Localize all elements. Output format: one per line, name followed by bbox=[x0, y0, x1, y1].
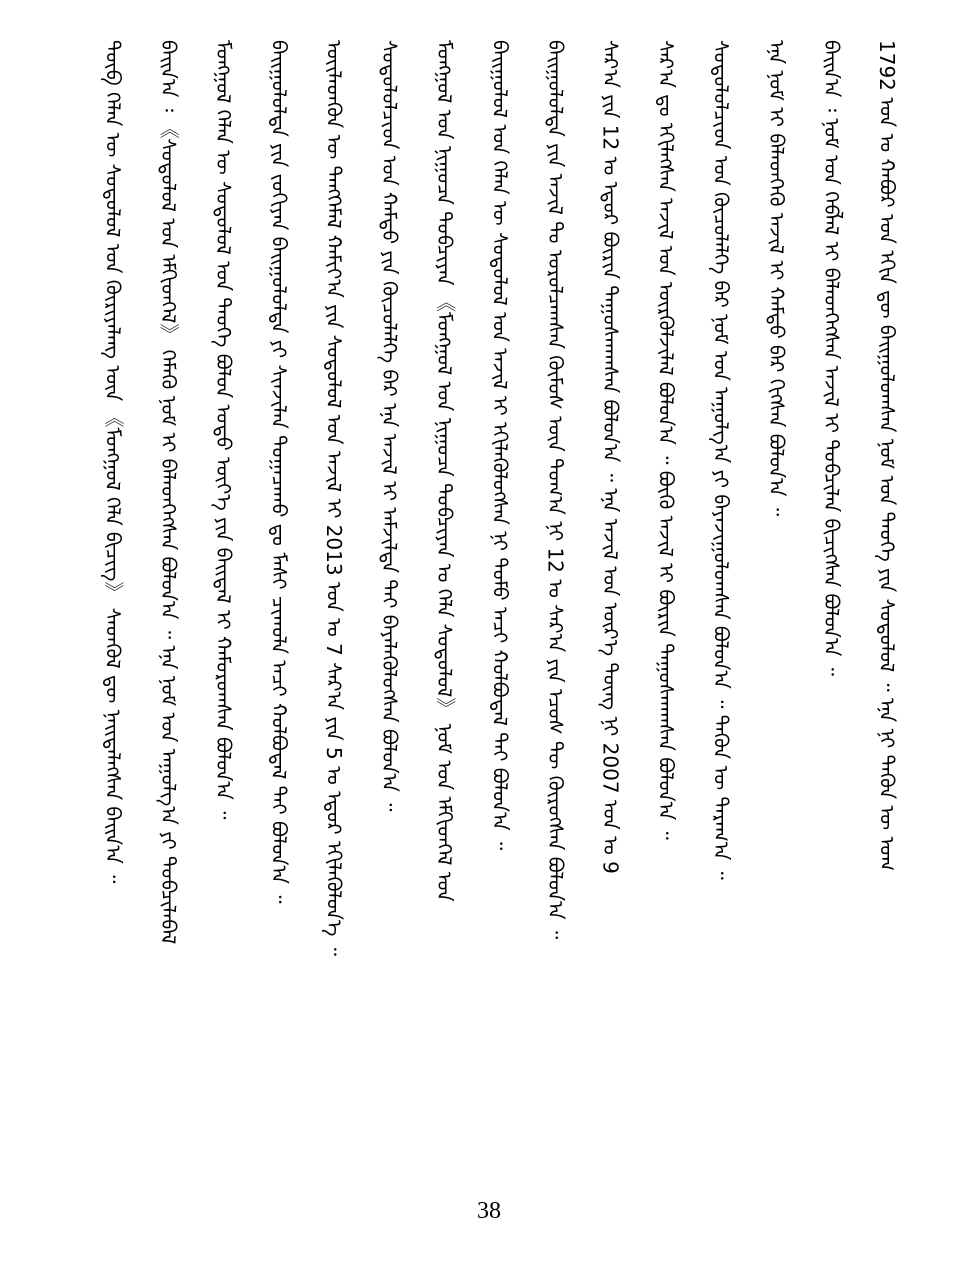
text-line-7: ᠮᠣᠩᠭᠤᠯ ᠤᠨ ᠨᠢᠭᠤᠴᠠ ᠲᠣᠪᠴᠢᠶᠠᠨ 《ᠮᠣᠩᠭᠤᠯ ᠤᠨ ᠨᠢᠭᠤᠴᠠ ᠲᠣᠪᠴᠢᠶᠠᠨ ᠤ ᠬᠡᠯᠡ ᠰᠤᠳᠤᠯᠤᠯ》 ᠨᠣᠮ ᠤᠨ ᠡᠮᠬᠢᠳᠬᠡᠯ ᠤᠨ bbox=[432, 40, 457, 902]
mongolian-text-block bbox=[100, 40, 900, 1180]
text-line-13: ᠡᠨᠡ ᠨᠣᠮ ᠢ ᠪᠡᠯᠡᠳᠬᠡᠬᠦ ᠠᠵᠢᠯ ᠢ ᠬᠠᠮᠲᠤ ᠪᠡᠷ ᠬᠢᠭᠰᠡᠨ ᠪᠣᠯᠤᠨ᠎ᠠ ᠃ bbox=[764, 40, 789, 517]
text-line-15: 1792 ᠣᠨ ᠤ ᠬᠠᠪᠤᠷ ᠤᠨ ᠡᠬᠢᠨ ᠳᠦ ᠪᠠᠢᠭᠤᠯᠤᠭᠰᠠᠨ ᠨᠣᠮ ᠤᠨ ᠲᠡᠦᠬᠡ ᠶᠢᠨ ᠰᠤᠳᠤᠯᠤᠯ ᠃ ᠡᠨᠡ ᠨᠢ ᠲᠡᠭᠦᠨ ᠦ ᠤᠭ bbox=[874, 40, 899, 872]
text-line-5: ᠦᠢᠯᠡᠳᠬᠦᠨ ᠦ ᠲᠡᠩᠭᠡᠮᠡᠯ ᠬᠠᠮᠢᠶ᠎ᠠ ᠶᠢᠨ ᠰᠤᠳᠤᠯᠤᠯ ᠤᠨ ᠠᠵᠢᠯ ᠢ 2013 ᠣᠨ ᠤ 7 ᠰᠠᠷ᠎ᠠ ᠶᠢᠨ 5 ᠤ ᠡᠳᠦᠷ ᠡᠬᠢᠯᠡᠭᠦᠯᠦᠨ᠎ᠡ ᠃ bbox=[322, 40, 347, 956]
text-line-9: ᠪᠠᠢᠭᠤᠯᠤᠯᠲᠠ ᠶᠢᠨ ᠠᠵᠢᠯ ᠲᠤ ᠣᠷᠣᠯᠴᠠᠭᠰᠠᠨ ᠬᠦᠮᠦᠰ ᠦᠨ ᠲᠣᠭ᠎ᠠ ᠨᠢ 12 ᠤ ᠰᠠᠷ᠎ᠠ ᠶᠢᠨ ᠡᠴᠦᠰ ᠲᠦ ᠬᠦᠷᠦᠭᠰᠡᠨ ᠪᠣᠯᠤᠨ᠎ᠠ ᠃ bbox=[543, 40, 568, 940]
text-line-14: ᠪᠠᠢᠨ᠎ᠠ ᠄ ᠨᠣᠮ ᠤᠨ ᠬᠡᠪᠯᠡᠯ ᠢ ᠪᠡᠯᠡᠳᠬᠡᠭᠰᠡᠨ ᠠᠵᠢᠯ ᠢ ᠲᠣᠪᠴᠢᠯᠠᠨ ᠪᠢᠴᠢᠭᠰᠡᠨ ᠪᠣᠯᠤᠨ᠎ᠠ ᠃ bbox=[819, 40, 844, 676]
text-line-12: ᠰᠤᠳᠤᠯᠤᠯᠴᠢᠳ ᠤᠨ ᠬᠦᠴᠦᠯᠡᠯᠭᠡ ᠪᠡᠷ ᠨᠣᠮ ᠤᠨ ᠠᠭᠤᠯᠭ᠎ᠠ ᠶᠢ ᠪᠠᠶᠠᠵᠢᠭᠤᠯᠤᠭᠰᠠᠨ ᠪᠣᠯᠤᠨ᠎ᠠ ᠃ ᠲᠡᠭᠦᠨ ᠦ ᠳᠠᠷᠠᠭ᠎ᠠ ᠃ bbox=[709, 40, 734, 880]
text-line-3: ᠮᠣᠩᠭᠤᠯ ᠬᠡᠯᠡᠨ ᠦ ᠰᠤᠳᠤᠯᠤᠯ ᠤᠨ ᠲᠡᠦᠬᠡ ᠪᠣᠯᠤᠨ ᠣᠳᠣ ᠦᠶ᠎ᠡ ᠶᠢᠨ ᠪᠠᠢᠳᠠᠯ ᠢ ᠬᠠᠮᠤᠷᠤᠭᠰᠠᠨ ᠪᠣᠯᠤᠨ᠎ᠠ ᠃ bbox=[211, 40, 236, 820]
text-line-2: ᠪᠠᠢᠨ᠎ᠠ ᠄ 《ᠰᠤᠳᠤᠯᠤᠯ ᠤᠨ ᠡᠮᠬᠢᠳᠬᠡᠯ》 ᠬᠡᠮᠡᠬᠦ ᠨᠣᠮ ᠢ ᠪᠡᠯᠡᠳᠬᠡᠭᠰᠡᠨ ᠪᠣᠯᠤᠨ᠎ᠠ ᠃ ᠡᠨᠡ ᠨᠣᠮ ᠤᠨ ᠠᠭᠤᠯᠭ᠎ᠠ ᠶᠢ ᠲᠣᠪᠴᠢᠯᠠᠪᠠᠯ bbox=[156, 40, 181, 945]
text-line-1: ᠲᠦᠪ ᠬᠡᠯᠡᠨ ᠦ ᠰᠤᠳᠤᠯᠤᠯ ᠤᠨ ᠬᠦᠷᠢᠶᠡᠯᠡᠩ ᠦᠨ 《ᠮᠣᠩᠭᠤᠯ ᠬᠡᠯᠡ ᠪᠢᠴᠢᠭ》 ᠰᠡᠳᠬᠦᠯ ᠳᠦ ᠨᠡᠢᠲᠡᠯᠡᠭᠰᠡᠨ ᠪᠠᠢᠨ᠎ᠠ ᠃ bbox=[101, 40, 125, 884]
page-number: 38 bbox=[477, 1198, 501, 1224]
text-line-11: ᠰᠠᠷ᠎ᠠ ᠳᠤ ᠡᠬᠢᠯᠡᠭᠰᠡᠨ ᠠᠵᠢᠯ ᠤᠨ ᠦᠷᠭᠦᠯᠵᠢᠯᠡᠯ ᠪᠣᠯᠤᠨ᠎ᠠ ᠃ ᠪᠦᠬᠦ ᠠᠵᠢᠯ ᠢ ᠪᠦᠷᠢᠨ ᠳᠠᠭᠤᠰᠬᠠᠭᠰᠠᠨ ᠪᠣᠯᠤᠨ᠎ᠠ ᠃ bbox=[653, 40, 678, 840]
text-line-4: ᠪᠠᠢᠭᠤᠯᠤᠯᠲᠠ ᠶᠢᠨ ᠵᠣᠬᠢᠶᠠᠨ ᠪᠠᠢᠭᠤᠯᠤᠯᠳᠠ ᠶᠢ ᠰᠢᠨᠵᠢᠯᠡᠨ ᠲᠣᠭᠠᠴᠠᠬᠤ ᠳᠤ ᠮᠠᠰᠢ ᠴᠢᠬᠤᠯᠠ ᠠᠴᠢ ᠬᠣᠯᠪᠣᠳᠠᠯ ᠲᠠᠢ ᠪᠣᠯᠤᠨ᠎ᠠ ᠃ bbox=[266, 40, 291, 904]
text-line-6: ᠰᠤᠳᠤᠯᠤᠯᠴᠢᠳ ᠤᠨ ᠬᠠᠮᠲᠤ ᠶᠢᠨ ᠬᠦᠴᠦᠯᠡᠯᠭᠡ ᠪᠡᠷ ᠡᠨᠡ ᠠᠵᠢᠯ ᠢ ᠠᠮᠵᠢᠯᠲᠠ ᠲᠠᠢ ᠪᠡᠶᠡᠯᠡᠭᠦᠯᠦᠭᠰᠡᠨ ᠪᠣᠯᠤᠨ᠎ᠠ ᠃ bbox=[377, 40, 402, 812]
text-line-10: ᠰᠠᠷ᠎ᠠ ᠶᠢᠨ 12 ᠤ ᠡᠳᠦᠷ ᠪᠦᠷᠢᠨ ᠳᠠᠭᠤᠰᠬᠠᠭᠰᠠᠨ ᠪᠣᠯᠤᠨ᠎ᠠ ᠃ ᠡᠨᠡ ᠠᠵᠢᠯ ᠤᠨ ᠦᠷ᠎ᠡ ᠳᠦᠩ ᠨᠢ 2007 ᠣᠨ ᠤ 9 bbox=[598, 40, 623, 874]
text-line-8: ᠪᠠᠢᠭᠤᠯᠤᠯ ᠤᠨ ᠬᠡᠯᠡᠨ ᠦ ᠰᠤᠳᠤᠯᠤᠯ ᠤᠨ ᠠᠵᠢᠯ ᠢ ᠡᠬᠢᠯᠡᠭᠦᠯᠦᠭᠰᠡᠨ ᠨᠢ ᠲᠣᠮᠣ ᠠᠴᠢ ᠬᠣᠯᠪᠣᠳᠠᠯ ᠲᠠᠢ ᠪᠣᠯᠤᠨ᠎ᠠ ᠃ bbox=[487, 40, 512, 851]
